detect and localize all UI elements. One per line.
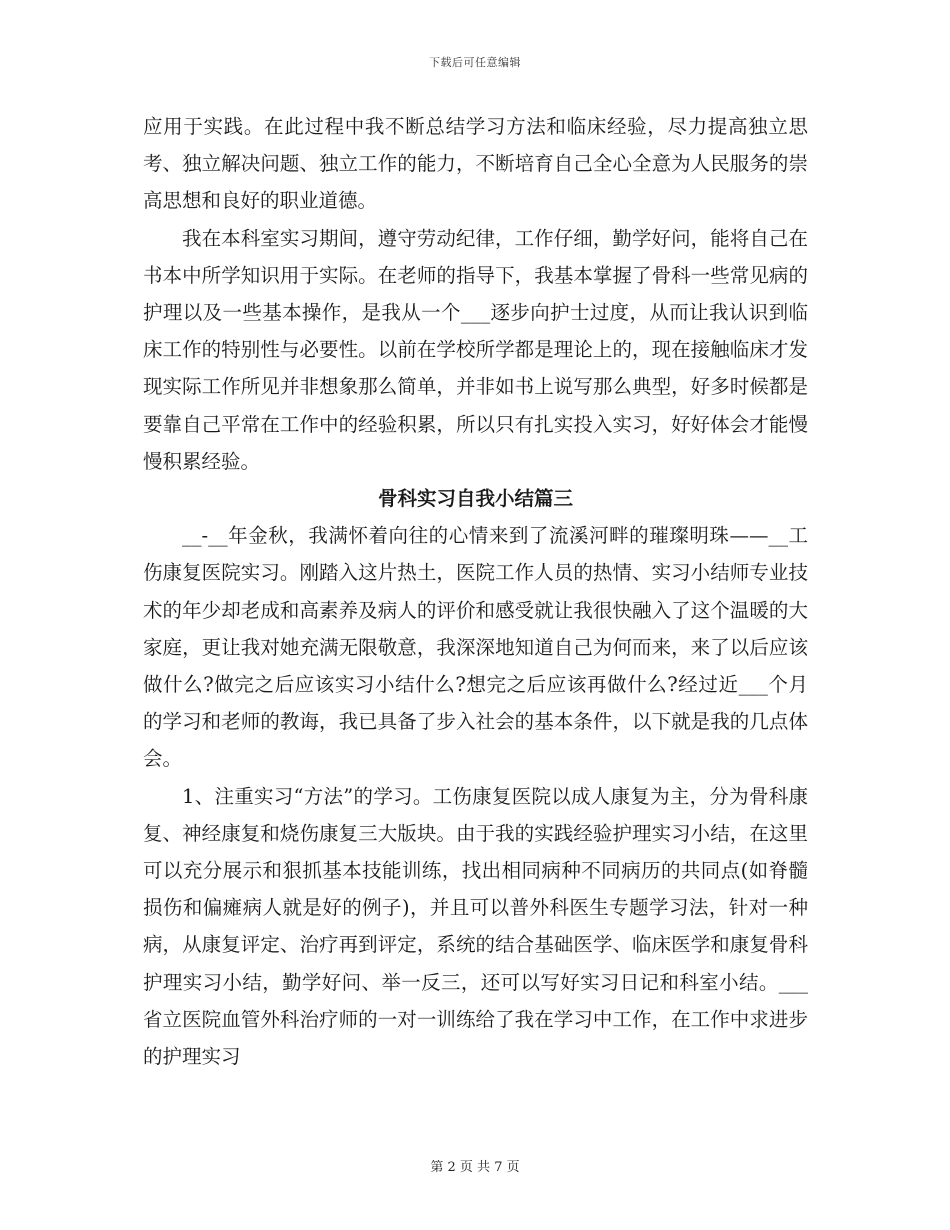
paragraph-intro: __-__年金秋，我满怀着向往的心情来到了流溪河畔的璀璨明珠——__工伤康复医院实习。刚踏入这片热土，医院工作人员的热情、实习小结师专业技术的年少却老成和高素养及病人的评价和感受就让我很快融入了这个温暖的大家庭，更让我对她充满无限敬意，我深深地知道自己为何而来，来了以后应该做什么?做完之后应该实习小结什么?想完之后应该再做什么?经过近___个月的学习和老师的教诲，我已具备了步入社会的基本条件，以下就是我的几点体会。 — [143, 524, 808, 771]
page-header-note: 下载后可任意编辑 — [429, 56, 521, 69]
document-body — [143, 108, 808, 1075]
paragraph-internship-summary: 我在本科室实习期间，遵守劳动纪律，工作仔细，勤学好问，能将自己在书本中所学知识用于实际。在老师的指导下，我基本掌握了骨科一些常见病的护理以及一些基本操作，是我从一个___逐步向护士过度，从而让我认识到临床工作的特别性与必要性。以前在学校所学都是理论上的，现在接触临床才发现实际工作所见并非想象那么简单，并非如书上说写那么典型，好多时候都是要靠自己平常在工作中的经验积累，所以只有扎实投入实习，好好体会才能慢慢积累经验。 — [143, 226, 808, 473]
section-title: 骨科实习自我小结篇三 — [377, 487, 573, 511]
paragraph-point-one: 1、注重实习“方法”的学习。工伤康复医院以成人康复为主，分为骨科康复、神经康复和烧伤康复三大版块。由于我的实践经验护理实习小结，在这里可以充分展示和狠抓基本技能训练，找出相同病种不同病历的共同点(如脊髓损伤和偏瘫病人就是好的例子)，并且可以普外科医生专题学习法，针对一种病，从康复评定、治疗再到评定，系统的结合基础医学、临床医学和康复骨科护理实习小结，勤学好问、举一反三，还可以写好实习日记和科室小结。___省立医院血管外科治疗师的一对一训练给了我在学习中工作，在工作中求进步的护理实习 — [143, 784, 808, 1069]
paragraph-continuation: 应用于实践。在此过程中我不断总结学习方法和临床经验，尽力提高独立思考、独立解决问题、独立工作的能力，不断培育自己全心全意为人民服务的崇高思想和良好的职业道德。 — [143, 115, 808, 213]
page-number: 第 2 页 共 7 页 — [430, 1160, 520, 1175]
